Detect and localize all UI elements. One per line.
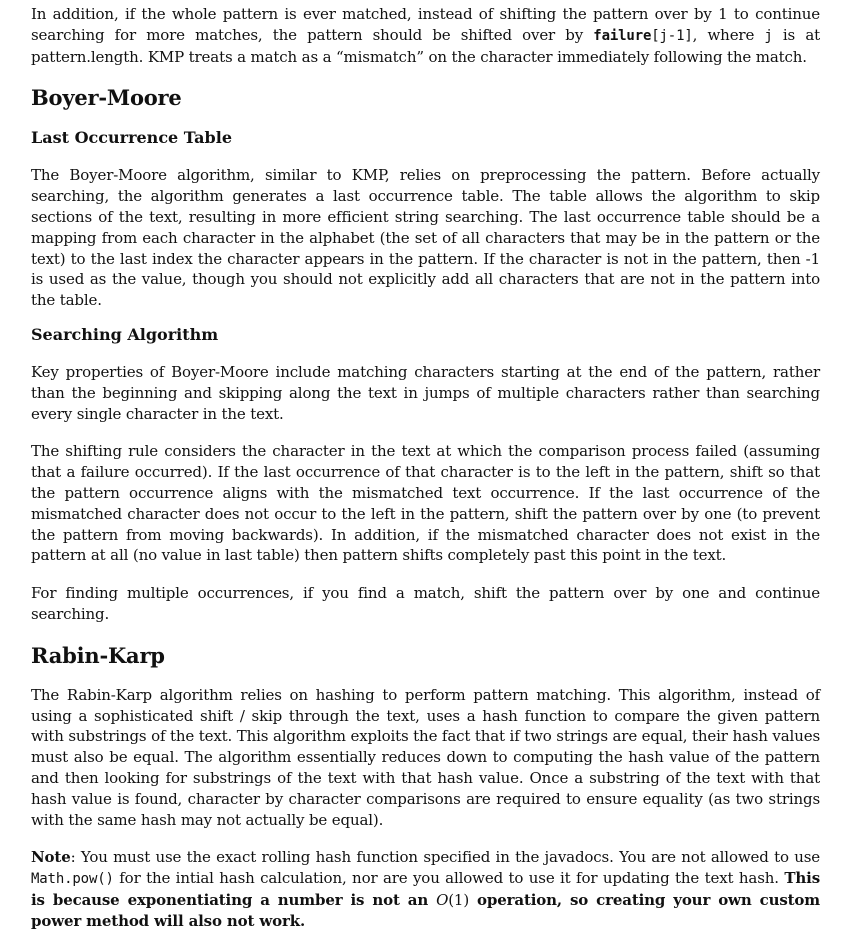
note-bold-statement: This is because exponentiating a number is not an O(1) operation, so creating your own custom power method will also not work. xyxy=(31,869,820,930)
searching-paragraph-1: Key properties of Boyer-Moore include matching characters starting at the end of the pattern, rather than the beginning and skipping along the text in jumps of multiple characters rather than searching every single character in the text. xyxy=(31,362,820,423)
rabin-karp-paragraph: The Rabin-Karp algorithm relies on hashing to perform pattern matching. This algorithm, instead of using a sophisticated shift / skip through the text, uses a hash function to compare the given pattern with substrings of the text. This algorithm exploits the fact that if two strings are equal, their hash values must also be equal. The algorithm essentially reduces down to computing the hash value of the pattern and then looking for substrings of the text with that hash value. Once a substring of the text with that hash value is found, character by character comparisons are required to ensure equality (as two strings with the same hash may not actually be equal). xyxy=(31,685,820,829)
failure-code: failure xyxy=(593,27,652,44)
searching-paragraph-3: For finding multiple occurrences, if you find a match, shift the pattern over by one and continue searching. xyxy=(31,584,820,623)
math-pow-code: Math.pow() xyxy=(31,871,114,888)
intro-text-1: In addition, if the whole pattern is ever matched, instead of shifting the pattern over by 1 to continue searching for more matches, the pattern should be shifted over by xyxy=(31,5,820,44)
note-label: Note xyxy=(31,848,71,867)
note-text-1: : You must use the exact rolling hash function specified in the javadocs. You are not allowed to use xyxy=(70,848,820,867)
intro-paragraph xyxy=(31,4,820,67)
j-code: j xyxy=(764,27,773,44)
searching-paragraph-2: The shifting rule considers the character in the text at which the comparison process failed (assuming that a failure occurred). If the last occurrence of that character is to the left in the pattern, shift so that the pattern occurrence aligns with the mismatched text occurrence. If the last occurrence of the mismatched character does not occur to the left in the pattern, shift the pattern over by one (to prevent the pattern from moving backwards). In addition, if the mismatched character does not exist in the pattern at all (no value in last table) then pattern shifts completely past this point in the text. xyxy=(31,442,820,565)
note-paragraph xyxy=(31,847,820,931)
section-title-rabin-karp: Rabin-Karp xyxy=(31,642,165,668)
failure-index-code: [j-1] xyxy=(651,27,693,44)
section-title-boyer-moore: Boyer-Moore xyxy=(31,85,182,111)
subsection-title-searching: Searching Algorithm xyxy=(31,324,219,344)
big-o-symbol: O xyxy=(436,890,449,909)
intro-text-2: , where xyxy=(692,25,765,44)
big-o-arg: (1) xyxy=(448,890,470,909)
note-text-2: for the intial hash calculation, nor are you allowed to use it for updating the text hash. xyxy=(113,869,785,888)
subsection-title-last-occurrence: Last Occurrence Table xyxy=(31,128,232,148)
last-occurrence-paragraph: The Boyer-Moore algorithm, similar to KMP, relies on preprocessing the pattern. Before actually searching, the algorithm generates a last occurrence table. The table allows the algorithm to skip sections of the text, resulting in more efficient string searching. The last occurrence table should be a mapping from each character in the alphabet (the set of all characters that may be in the pattern or the text) to the last index the character appears in the pattern. If the character is not in the pattern, then -1 is used as the value, though you should not explicitly add all characters that are not in the pattern into the table. xyxy=(31,166,820,310)
intro-text-3: is at pattern.length. KMP treats a match as a “mismatch” on the character immediately following the match. xyxy=(31,25,820,66)
